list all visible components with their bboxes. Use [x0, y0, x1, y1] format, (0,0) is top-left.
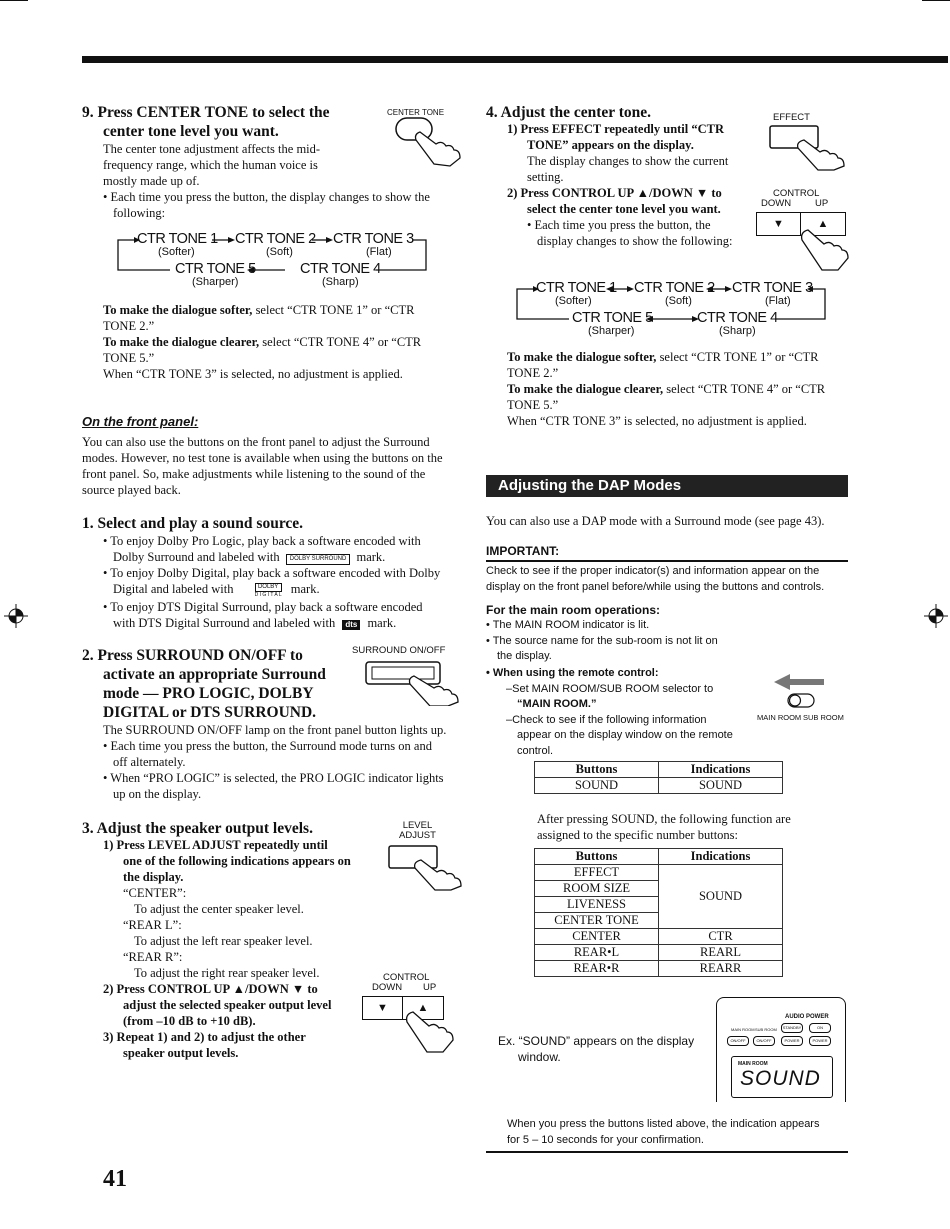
step9-dialogue-notes — [103, 302, 463, 382]
sub-line: 3) Repeat 1) and 2) to adjust the other — [103, 1030, 306, 1044]
bullet-text: mark. — [290, 582, 320, 596]
remote-display-sound: SOUND — [740, 1067, 821, 1090]
clearer-line2: TONE 5.” — [507, 398, 559, 412]
logo-text: DOLBY — [255, 583, 282, 592]
indication: “CENTER”: — [123, 886, 187, 900]
indication-desc: To adjust the center speaker level. — [134, 902, 304, 916]
clearer-rest: select “CTR TONE 4” or “CTR — [259, 335, 422, 349]
bullet-line: following: — [113, 206, 166, 220]
step2-body — [103, 722, 468, 802]
hand-pointer-icon — [405, 1008, 460, 1056]
title-line: mode — PRO LOGIC, DOLBY — [103, 685, 314, 702]
remote-power-button-2[interactable]: POWER — [809, 1036, 831, 1046]
bullet-line: • Each time you press the button, the display changes to show the — [103, 190, 430, 204]
remote-power-button[interactable]: POWER — [781, 1036, 803, 1046]
control-up-button[interactable]: ▲ — [417, 1002, 429, 1014]
remote-display-window — [731, 1056, 833, 1098]
clearer-line2: TONE 5.” — [103, 351, 155, 365]
flow-ctr-tone-2: CTR TONE 2 — [634, 280, 715, 296]
remote-title: • When using the remote control: — [486, 667, 659, 679]
clearer-rest: select “CTR TONE 4” or “CTR — [663, 382, 826, 396]
ctr-tone-flow-diagram — [110, 230, 440, 290]
bullet-line: appear on the display window on the remote — [517, 729, 733, 741]
bullet-line: • To enjoy Dolby Pro Logic, play back a software encoded with — [103, 534, 421, 548]
bullet-text: Dolby Surround and labeled with — [113, 550, 280, 564]
step9-body — [103, 141, 320, 189]
flow-ctr-tone-4: CTR TONE 4 — [300, 261, 381, 277]
main-room-heading: For the main room operations: — [486, 603, 661, 617]
table-cell: CENTER — [535, 929, 659, 945]
text-line: Ex. “SOUND” appears on the display — [498, 1034, 695, 1048]
sub-line: 1) Press LEVEL ADJUST repeatedly until — [103, 838, 328, 852]
bullet-line: up on the display. — [113, 787, 202, 801]
body-line: The center tone adjustment affects the mid- — [103, 142, 321, 156]
remote-sub-onoff-button[interactable]: ON/OFF — [753, 1036, 775, 1046]
table-header: Buttons — [535, 762, 659, 778]
selector-main-label: MAIN ROOM — [757, 713, 802, 722]
flow-caption-4: (Sharp) — [719, 325, 756, 337]
control-label: CONTROL — [773, 188, 820, 199]
sub-line: one of the following indications appears on — [123, 854, 351, 868]
clearer-bold: To make the dialogue clearer, — [103, 335, 260, 349]
step1-bullets — [103, 533, 468, 631]
up-label: UP — [423, 982, 437, 993]
flow-caption-5: (Sharper) — [192, 276, 239, 288]
step3-title: 3. Adjust the speaker output levels. — [82, 820, 313, 837]
bullet-text: mark. — [356, 550, 386, 564]
bullet-text: with DTS Digital Surround and labeled with — [113, 616, 336, 630]
flow-caption-5: (Sharper) — [588, 325, 635, 337]
sub-line: select the center tone level you want. — [527, 202, 721, 216]
crop-mark — [0, 0, 28, 1]
sub-line: speaker output levels. — [123, 1046, 239, 1060]
table-cell: REARL — [659, 945, 783, 961]
no-adjustment-note: When “CTR TONE 3” is selected, no adjustment is applied. — [103, 367, 403, 381]
step9-title-2: center tone level you want. — [103, 123, 279, 140]
step4-sub1 — [507, 121, 757, 249]
table-row — [535, 929, 783, 945]
registration-mark-icon — [924, 604, 948, 628]
example-text — [498, 1033, 694, 1065]
bullet-line: • When “PRO LOGIC” is selected, the PRO LOGIC indicator lights — [103, 771, 444, 785]
control-down-button[interactable]: ▼ — [757, 213, 801, 235]
sub-line: 2) Press CONTROL UP ▲/DOWN ▼ to — [507, 186, 722, 200]
sub-desc: setting. — [527, 170, 564, 184]
sub-line: 2) Press CONTROL UP ▲/DOWN ▼ to — [103, 982, 318, 996]
text-line: When you press the buttons listed above, the indication appears — [507, 1118, 820, 1130]
no-adjustment-note: When “CTR TONE 3” is selected, no adjustment is applied. — [507, 414, 807, 428]
selector-sub-label: SUB ROOM — [803, 713, 844, 722]
bullet-line: the display. — [497, 650, 552, 662]
clearer-bold: To make the dialogue clearer, — [507, 382, 664, 396]
table-header: Indications — [659, 849, 783, 865]
title-line: activate an appropriate Surround — [103, 666, 326, 683]
crop-mark — [922, 0, 950, 1]
sub-line: 1) Press EFFECT repeatedly until “CTR — [507, 122, 725, 136]
step4-title: 4. Adjust the center tone. — [486, 104, 652, 121]
flow-caption-2: (Soft) — [266, 246, 293, 258]
body-line: You can also use the buttons on the front panel to adjust the Surround — [82, 435, 430, 449]
flow-ctr-tone-5: CTR TONE 5 — [175, 261, 256, 277]
remote-main-room-label: MAIN ROOM — [731, 1027, 755, 1032]
level-adjust-label — [399, 821, 436, 841]
title-line: 2. Press SURROUND ON/OFF to — [82, 647, 303, 664]
table-cell: EFFECT — [535, 865, 659, 881]
remote-standby-button[interactable]: STANDBY — [781, 1023, 803, 1033]
flow-caption-4: (Sharp) — [322, 276, 359, 288]
body-line: The SURROUND ON/OFF lamp on the front panel button lights up. — [103, 723, 447, 737]
main-room-bullets — [486, 618, 746, 665]
table-cell: CENTER TONE — [535, 913, 659, 929]
surround-button-label: SURROUND ON/OFF — [352, 645, 446, 656]
sub-line: adjust the selected speaker output level — [123, 998, 332, 1012]
step3-sub1 — [103, 837, 373, 885]
title-line: DIGITAL or DTS SURROUND. — [103, 704, 317, 721]
table-cell: SOUND — [535, 778, 659, 794]
remote-main-onoff-button[interactable]: ON/OFF — [727, 1036, 749, 1046]
registration-mark-icon — [4, 604, 28, 628]
flow-ctr-tone-1: CTR TONE 1 — [137, 231, 218, 247]
flow-ctr-tone-1: CTR TONE 1 — [536, 280, 617, 296]
sub-line: TONE” appears on the display. — [527, 138, 694, 152]
sub-line: the display. — [123, 870, 184, 884]
flow-ctr-tone-5: CTR TONE 5 — [572, 310, 653, 326]
text-line: Check to see if the proper indicator(s) and information appear on the — [486, 565, 820, 577]
remote-control-illustration — [716, 997, 846, 1102]
bullet-text: mark. — [367, 616, 397, 630]
down-label: DOWN — [372, 982, 403, 993]
softer-line2: TONE 2.” — [103, 319, 155, 333]
remote-display-main-room: MAIN ROOM — [738, 1061, 768, 1067]
front-panel-text — [82, 434, 467, 498]
table-cell: ROOM SIZE — [535, 881, 659, 897]
table-header: Buttons — [535, 849, 659, 865]
table-row — [535, 778, 783, 794]
ctr-tone-flow-diagram — [509, 279, 839, 339]
table-cell: CTR — [659, 929, 783, 945]
important-heading: IMPORTANT: — [486, 544, 560, 558]
control-up-button[interactable]: ▲ — [817, 218, 829, 230]
table-cell: LIVENESS — [535, 897, 659, 913]
text-line: display on the front panel before/while using the buttons and controls. — [486, 580, 825, 593]
selector-arrow-icon — [772, 668, 832, 710]
table-cell: SOUND — [659, 778, 783, 794]
remote-on-button[interactable]: ON — [809, 1023, 831, 1033]
body-line: mostly made up of. — [103, 174, 200, 188]
flow-caption-1: (Softer) — [555, 295, 592, 307]
table-header: Indications — [659, 762, 783, 778]
sound-table — [534, 761, 783, 794]
flow-caption-1: (Softer) — [158, 246, 195, 258]
step3-indications — [123, 885, 320, 981]
dolby-digital-logo — [255, 583, 282, 599]
important-rule — [486, 560, 848, 562]
flow-ctr-tone-3: CTR TONE 3 — [333, 231, 414, 247]
body-line: frequency range, which the human voice is — [103, 158, 318, 172]
control-down-button[interactable]: ▼ — [363, 997, 403, 1019]
bullet-line: –Set MAIN ROOM/SUB ROOM selector to — [506, 682, 714, 695]
indication: “REAR L”: — [123, 918, 182, 932]
softer-bold: To make the dialogue softer, — [507, 350, 657, 364]
body-line: source played back. — [82, 483, 181, 497]
control-label: CONTROL — [383, 972, 430, 983]
body-line: front panel. So, make adjustments while listening to the sound of the — [82, 467, 426, 481]
hand-pressing-button-icon — [385, 842, 465, 892]
bullet-line: • To enjoy DTS Digital Surround, play back a software encoded — [103, 600, 423, 614]
after-pressing-text — [537, 811, 791, 843]
step2-title — [82, 646, 326, 722]
bullet-line: “MAIN ROOM.” — [517, 698, 597, 710]
bottom-rule — [486, 1151, 848, 1153]
text-line: for 5 – 10 seconds for your confirmation. — [507, 1133, 704, 1146]
step9-title-1: 9. Press CENTER TONE to select the — [82, 104, 330, 121]
table-cell: REAR•L — [535, 945, 659, 961]
table-row — [535, 945, 783, 961]
sub-bullet: display changes to show the following: — [537, 234, 733, 248]
dap-intro: You can also use a DAP mode with a Surround mode (see page 43). — [486, 514, 825, 528]
flow-caption-3: (Flat) — [366, 246, 392, 258]
step1-title: 1. Select and play a sound source. — [82, 515, 304, 532]
text-line: window. — [518, 1050, 561, 1064]
table-cell: REARR — [659, 961, 783, 977]
flow-ctr-tone-3: CTR TONE 3 — [732, 280, 813, 296]
step4-dialogue-notes — [507, 349, 852, 429]
indication-desc: To adjust the right rear speaker level. — [134, 966, 320, 980]
hand-pressing-button-icon — [768, 122, 848, 172]
hand-pressing-button-icon — [360, 656, 465, 706]
dap-section-heading: Adjusting the DAP Modes — [486, 475, 848, 497]
flow-ctr-tone-2: CTR TONE 2 — [235, 231, 316, 247]
label-line: LEVEL — [402, 820, 433, 831]
dolby-surround-logo: DOLBY SURROUND — [286, 554, 351, 565]
hand-pressing-button-icon — [390, 116, 465, 168]
sub-bullet: • Each time you press the button, the — [527, 218, 711, 232]
effect-label: EFFECT — [773, 112, 810, 123]
bullet-line: • The source name for the sub-room is not lit on — [486, 634, 718, 647]
logo-text: D I G I T A L — [254, 592, 282, 598]
remote-audio-power-label: AUDIO POWER — [785, 1014, 829, 1020]
dts-logo: dts — [342, 620, 360, 630]
remote-control-instructions — [486, 666, 756, 759]
table-row — [535, 961, 783, 977]
flow-caption-2: (Soft) — [665, 295, 692, 307]
important-text — [486, 564, 856, 595]
text-line: After pressing SOUND, the following function are — [537, 812, 791, 826]
top-rule — [82, 56, 948, 63]
bullet-line: • The MAIN ROOM indicator is lit. — [486, 619, 650, 631]
bullet-line: off alternately. — [113, 755, 186, 769]
softer-line2: TONE 2.” — [507, 366, 559, 380]
remote-sub-room-label: SUB ROOM — [755, 1027, 777, 1032]
step9-bullet — [103, 189, 430, 221]
table-cell: REAR•R — [535, 961, 659, 977]
sub-line: (from –10 dB to +10 dB). — [123, 1014, 256, 1028]
step3-sub2-3 — [103, 981, 373, 1061]
flow-caption-3: (Flat) — [765, 295, 791, 307]
body-line: modes. However, no test tone is available when using the buttons on the — [82, 451, 443, 465]
confirmation-note — [507, 1117, 819, 1148]
indication-desc: To adjust the left rear speaker level. — [134, 934, 313, 948]
page-number: 41 — [103, 1166, 127, 1192]
table-row — [535, 865, 783, 881]
bullet-line: –Check to see if the following information — [506, 713, 707, 726]
up-label: UP — [815, 198, 829, 209]
softer-bold: To make the dialogue softer, — [103, 303, 253, 317]
bullet-text: Digital and labeled with — [113, 582, 234, 596]
label-line: ADJUST — [399, 830, 436, 841]
down-label: DOWN — [761, 198, 792, 209]
function-table — [534, 848, 783, 977]
bullet-line: control. — [517, 744, 554, 757]
table-cell-merged: SOUND — [659, 865, 783, 929]
bullet-line: • Each time you press the button, the Surround mode turns on and — [103, 739, 432, 753]
flow-ctr-tone-4: CTR TONE 4 — [697, 310, 778, 326]
softer-rest: select “CTR TONE 1” or “CTR — [656, 350, 819, 364]
bullet-line: • To enjoy Dolby Digital, play back a software encoded with Dolby — [103, 566, 441, 580]
front-panel-heading: On the front panel: — [82, 414, 199, 429]
softer-rest: select “CTR TONE 1” or “CTR — [252, 303, 415, 317]
text-line: assigned to the specific number buttons: — [537, 828, 739, 842]
hand-pointer-icon — [800, 226, 855, 274]
indication: “REAR R”: — [123, 950, 183, 964]
center-tone-button-label: CENTER TONE — [387, 108, 445, 117]
sub-desc: The display changes to show the current — [527, 154, 729, 168]
